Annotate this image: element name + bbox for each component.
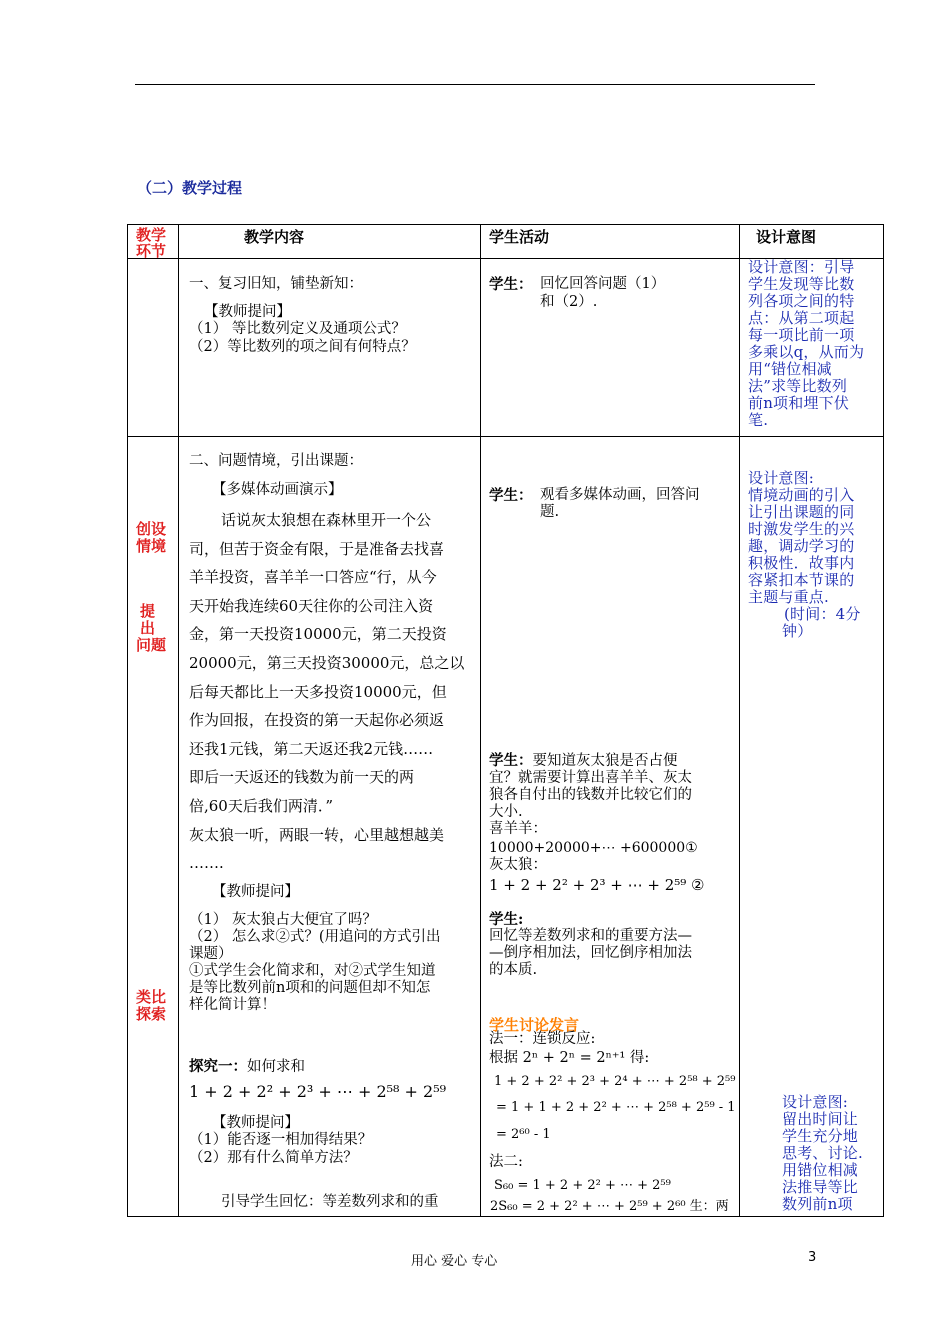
question2-line: （2）那有什么简单方法？ <box>189 1150 358 1166</box>
story-line: 话说灰太狼想在森林里开一个公 <box>221 511 432 529</box>
page-number: 3 <box>808 1250 817 1265</box>
row2-tag: 【多媒体动画演示】 <box>212 482 343 498</box>
intent1-line: 情境动画的引入 <box>748 486 855 504</box>
explore-line <box>189 1058 305 1076</box>
activity-a2-label: 学生： <box>489 752 533 769</box>
method2-line2: 2S₆₀ = 2 + 2² + ⋯ + 2⁵⁹ + 2⁶⁰ 生：两 <box>490 1199 729 1214</box>
discuss-heading: 学生讨论发言 <box>489 1016 580 1034</box>
intent1-line: (时间：4分 <box>784 605 861 623</box>
intent1-line: 让引出课题的同 <box>748 503 855 521</box>
row1-intent-line: 设计意图：引导 <box>748 258 855 276</box>
row1-activity-line-1: 和（2）. <box>540 294 598 310</box>
question-line: ①式学生会化简求和，对②式学生知道 <box>189 963 436 979</box>
row1-intent-line: 列各项之间的特 <box>748 292 855 310</box>
row1-content-line-3: （2）等比数列的项之间有何特点？ <box>189 339 416 355</box>
stage-label: 问题 <box>136 636 167 654</box>
method1-line1: 1 + 2 + 2² + 2³ + 2⁴ + ⋯ + 2⁵⁸ + 2⁵⁹ <box>494 1074 736 1089</box>
row1-intent-line: 法”求等比数列 <box>748 377 848 395</box>
stage-label: 类比 <box>136 988 167 1006</box>
question-line: 是等比数列前n项和的问题但却不知怎 <box>189 980 431 996</box>
section-title: （二）教学过程 <box>137 179 243 197</box>
stage-label: 出 <box>140 619 156 637</box>
row1-activity-line-0: 回忆回答问题（1） <box>540 276 666 292</box>
story-line: 20000元，第三天投资30000元，总之以 <box>189 653 465 672</box>
method1-basis: 根据 2ⁿ + 2ⁿ = 2ⁿ⁺¹ 得: <box>489 1050 650 1066</box>
header-activity: 学生活动 <box>489 228 550 246</box>
method1-line2: = 1 + 1 + 2 + 2² + ⋯ + 2⁵⁸ + 2⁵⁹ - 1 <box>496 1100 736 1115</box>
huitai-label: 灰太狼： <box>489 857 547 873</box>
row1-intent-line: 用“错位相减 <box>748 360 832 378</box>
header-intent: 设计意图 <box>756 228 817 246</box>
activity-a1-line: 观看多媒体动画，回答问 <box>540 487 700 503</box>
row1-intent-line: 前n项和埋下伏 <box>748 394 850 412</box>
story-line: 倍,60天后我们两清．” <box>189 796 334 815</box>
story-line: 金，第一天投资10000元，第二天投资 <box>189 625 447 644</box>
row2-questions <box>189 912 477 1014</box>
story-line: 即后一天返还的钱数为前一天的两 <box>189 768 415 787</box>
stage-label: 提 <box>140 602 156 620</box>
question2-line: （1）能否逐一相加得结果？ <box>189 1132 373 1148</box>
row2-teacher-tag: 【教师提问】 <box>212 884 299 900</box>
method2-label: 法二: <box>489 1154 523 1170</box>
story-line: 羊羊投资，喜羊羊一口答应“行，从今 <box>189 568 437 587</box>
explore-label: 探究一： <box>189 1058 247 1075</box>
col-divider-2 <box>480 224 481 1216</box>
row-divider-1 <box>127 436 883 437</box>
header-rule <box>135 84 815 85</box>
intent2-line: 数列前n项 <box>782 1195 853 1213</box>
col-divider-1 <box>178 224 179 1216</box>
row1-intent-line: 多乘以q，从而为 <box>748 343 865 361</box>
story-line: 还我1元钱，第二天返还我2元钱…… <box>189 739 434 758</box>
activity-a3-line: —倒序相加法，回忆倒序相加法 <box>489 945 692 961</box>
row1-content-line-2: （1） 等比数列定义及通项公式？ <box>189 321 406 337</box>
row1-intent <box>748 259 878 429</box>
activity-a2 <box>489 752 735 874</box>
formula2: 1 + 2 + 2² + 2³ + ⋯ + 2⁵⁹ ② <box>489 876 705 894</box>
question-line: 样化简计算！ <box>189 997 276 1013</box>
question-line: （1） 灰太狼占大便宜了吗？ <box>189 912 377 928</box>
intent1-line: 趣，调动学习的 <box>748 537 855 555</box>
intent2-line: 用错位相减 <box>782 1161 859 1179</box>
activity-a3-label: 学生: <box>489 911 524 928</box>
row1-intent-line: 点：从第二项起 <box>748 309 855 327</box>
header-stage <box>136 227 176 259</box>
intent2-line: 留出时间让 <box>782 1110 859 1128</box>
header-stage-text: 教学环节 <box>136 226 167 260</box>
intent2-line: 设计意图: <box>782 1093 849 1111</box>
explore-text: 如何求和 <box>247 1059 305 1075</box>
row1-intent-line: 笔. <box>748 411 769 429</box>
story-line: 灰太狼一听，两眼一转，心里越想越美 <box>189 825 445 844</box>
row2-teacher-tag2: 【教师提问】 <box>212 1115 299 1131</box>
activity-a2-line: 大小. <box>489 804 523 820</box>
formula1: 10000+20000+⋯ +600000① <box>489 840 698 856</box>
stage-label: 情境 <box>136 537 167 555</box>
story-line: 天开始我连续60天往你的公司注入资 <box>189 596 434 615</box>
intent2-line: 法推导等比 <box>782 1178 859 1196</box>
story-line: 后每天都比上一天多投资10000元，但 <box>189 682 447 701</box>
intent1-line: 钟） <box>782 622 813 640</box>
story-text <box>189 506 477 878</box>
row1-content-line-0: 一、复习旧知，铺垫新知： <box>189 276 363 292</box>
activity-a3 <box>489 911 735 979</box>
activity-a3-line: 回忆等差数列求和的重要方法— <box>489 928 692 944</box>
method1-line3: = 2⁶⁰ - 1 <box>496 1127 551 1142</box>
intent1-line: 时激发学生的兴 <box>748 520 855 538</box>
col-divider-3 <box>739 224 740 1216</box>
row2-heading: 二、问题情境，引出课题： <box>189 453 363 469</box>
activity-a2-text: 要知道灰太狼是否占便 <box>532 753 678 769</box>
activity-a1-line: 题. <box>540 504 560 520</box>
activity-a1-label: 学生： <box>489 487 533 504</box>
intent1-line: 积极性．故事内 <box>748 554 855 572</box>
method2-line1: S₆₀ = 1 + 2 + 2² + ⋯ + 2⁵⁹ <box>494 1178 671 1193</box>
method1-label: 法一：连锁反应: <box>489 1031 596 1047</box>
xiyang-label: 喜羊羊： <box>489 821 547 837</box>
recall-line: 引导学生回忆：等差数列求和的重 <box>221 1194 439 1210</box>
row1-activity-label: 学生： <box>489 276 533 293</box>
activity-a2-line <box>489 752 735 770</box>
story-line: 司，但苦于资金有限，于是准备去找喜 <box>189 539 445 558</box>
intent1-line: 设计意图: <box>748 469 815 487</box>
activity-a2-line: 狼各自付出的钱数并比较它们的 <box>489 787 692 803</box>
activity-a3-line: 的本质. <box>489 962 538 978</box>
intent1-line: 主题与重点. <box>748 588 829 606</box>
row1-content-line-1: 【教师提问】 <box>204 304 291 320</box>
row2-intent-2 <box>782 1094 880 1213</box>
activity-a2-line: 宜？就需要计算出喜羊羊、灰太 <box>489 770 692 786</box>
intent2-line: 学生充分地 <box>782 1127 859 1145</box>
row1-intent-line: 每一项比前一项 <box>748 326 855 344</box>
sum-formula: 1 + 2 + 2² + 2³ + ⋯ + 2⁵⁸ + 2⁵⁹ <box>189 1082 447 1101</box>
intent1-line: 容紧扣本节课的 <box>748 571 855 589</box>
story-line: 作为回报，在投资的第一天起你必须返 <box>189 711 445 730</box>
question-line: （2） 怎么求②式？(用追问的方式引出 <box>189 929 441 945</box>
header-content: 教学内容 <box>244 228 305 246</box>
row2-intent-1 <box>748 470 880 640</box>
intent2-line: 思考、讨论. <box>782 1144 863 1162</box>
stage-label: 创设 <box>136 520 167 538</box>
stage-label: 探索 <box>136 1005 167 1023</box>
question-line: 课题） <box>189 946 233 962</box>
footer-motto: 用心 爱心 专心 <box>411 1254 498 1269</box>
row1-intent-line: 学生发现等比数 <box>748 275 855 293</box>
story-line: ……. <box>189 854 224 873</box>
